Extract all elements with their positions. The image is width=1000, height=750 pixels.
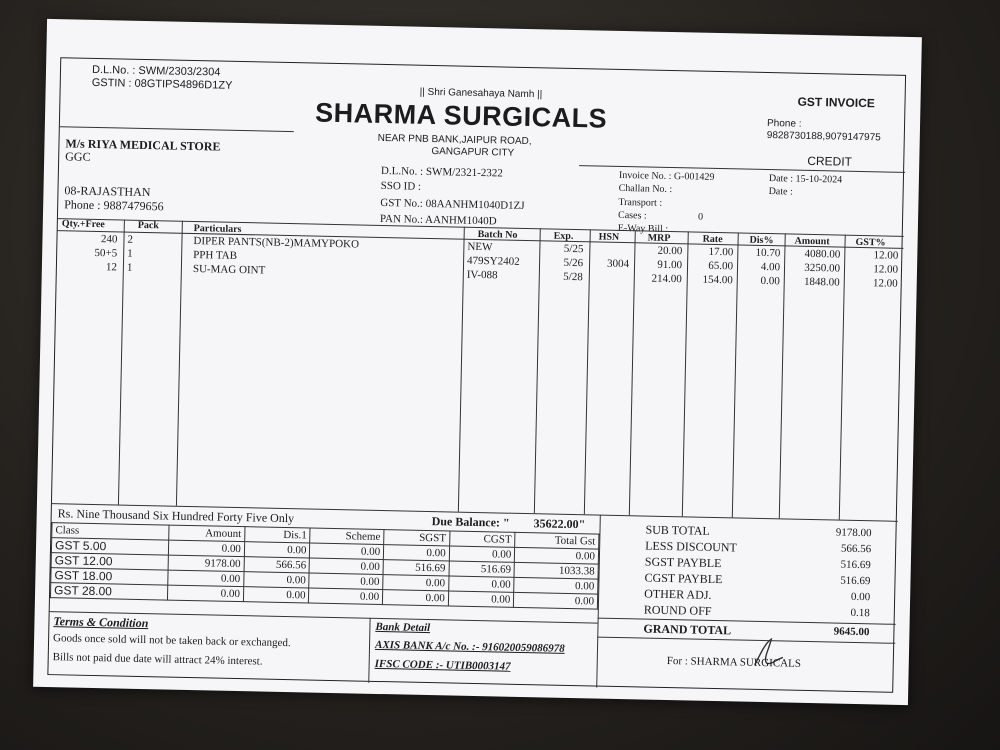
gst-scheme: 0.00	[309, 588, 383, 605]
item-amount: 3250.00	[804, 261, 841, 275]
gst-col-class: Class	[52, 523, 169, 540]
phone-label: Phone :	[766, 118, 802, 130]
blessing-text: || Shri Ganesahaya Namh ||	[419, 86, 543, 101]
terms-line-2: Bills not paid due date will attract 24% interest.	[52, 651, 263, 668]
total-label: OTHER ADJ.	[644, 586, 712, 602]
gst-col-total: Total Gst	[515, 532, 599, 549]
gst-cgst: 516.69	[449, 561, 515, 577]
item-mrp: 20.00	[657, 244, 683, 258]
buyer-state: 08-RAJASTHAN	[64, 183, 151, 200]
item-pack: 2	[127, 233, 134, 246]
seller-name: SHARMA SURGICALS	[314, 97, 608, 134]
item-qty: 50+5	[94, 246, 118, 260]
gst-total: 0.00	[514, 592, 598, 609]
gst-scheme: 0.00	[310, 543, 384, 560]
seller-address-2: GANGAPUR CITY	[431, 145, 515, 159]
cases: Cases :	[617, 209, 647, 222]
gst-col-scheme: Scheme	[310, 528, 384, 545]
item-rate: 154.00	[702, 273, 733, 287]
phone-numbers: 9828730188,9079147975	[766, 130, 881, 144]
bank-ifsc: IFSC CODE :- UTIB0003147	[374, 657, 511, 673]
gst-amount: 0.00	[168, 570, 244, 587]
terms-line-1: Goods once sold will not be taken back or exchanged.	[52, 632, 291, 650]
item-particulars: DIPER PANTS(NB-2)MAMYPOKO	[193, 235, 360, 251]
item-hsn	[590, 243, 630, 244]
bank-title: Bank Detail	[375, 620, 431, 635]
item-gst: 12.00	[872, 277, 898, 290]
item-amount: 1848.00	[803, 275, 840, 289]
gst-cgst: 0.00	[449, 546, 515, 562]
item-gst: 12.00	[873, 263, 899, 276]
terms-title: Terms & Condition	[53, 614, 149, 631]
gst-sgst: 516.69	[383, 560, 449, 576]
seller-dl-no: D.L.No. : SWM/2303/2304	[91, 63, 221, 79]
item-amount: 4080.00	[804, 247, 841, 261]
grand-total-value: 9645.00	[833, 625, 870, 639]
item-rate: 17.00	[708, 245, 734, 259]
item-batch: 479SY2402	[466, 254, 520, 268]
item-qty: 12	[105, 261, 118, 274]
total-label: ROUND OFF	[643, 602, 712, 618]
total-value: 0.18	[850, 606, 870, 620]
buyer-name: M/s RIYA MEDICAL STORE	[65, 136, 221, 154]
total-value: 516.69	[840, 574, 871, 588]
item-gst: 12.00	[873, 249, 899, 262]
header-batch: Batch No	[477, 228, 518, 241]
item-mrp: 214.00	[651, 272, 682, 286]
buyer-phone: Phone : 9887479656	[64, 197, 164, 214]
item-hsn	[589, 271, 629, 272]
gst-sgst: 0.00	[383, 575, 449, 591]
total-value: 9178.00	[835, 526, 872, 540]
challan-no: Challan No. :	[618, 182, 673, 196]
item-hsn: 3004	[606, 257, 630, 271]
grand-total-label: GRAND TOTAL	[643, 621, 732, 638]
due-balance-value: 35622.00"	[533, 516, 586, 532]
gst-total: 0.00	[514, 577, 598, 594]
header-gst: GST%	[855, 236, 886, 249]
gst-col-amount: Amount	[169, 525, 245, 542]
cases-value: 0	[697, 211, 704, 223]
gst-col-dis: Dis.1	[245, 527, 311, 543]
total-label: SUB TOTAL	[645, 522, 710, 538]
seller-gstin: GSTIN : 08GTIPS4896D1ZY	[91, 76, 233, 92]
gst-dis: 566.56	[244, 557, 310, 573]
total-label: SGST PAYBLE	[644, 554, 722, 571]
total-value: 516.69	[840, 558, 871, 572]
item-batch: IV-088	[466, 268, 498, 282]
header-pack: Pack	[137, 219, 160, 232]
invoice-date: Date : 15-10-2024	[768, 173, 843, 186]
buyer-sso-id: SSO ID :	[380, 179, 422, 193]
item-batch: NEW	[467, 240, 493, 254]
gst-amount: 9178.00	[168, 555, 244, 572]
item-particulars: PPH TAB	[193, 249, 238, 262]
item-dis: 10.70	[755, 246, 781, 260]
bank-account: AXIS BANK A/c No. :- 916020059086978	[374, 638, 565, 655]
item-pack: 1	[126, 261, 133, 274]
invoice-frame	[47, 57, 906, 693]
item-particulars: SU-MAG OINT	[192, 263, 266, 277]
buyer-pan-no: PAN No.: AANHM1040D	[379, 212, 497, 228]
item-exp: 5/26	[563, 256, 584, 270]
gst-col-sgst: SGST	[384, 530, 450, 546]
transport: Transport :	[618, 196, 663, 209]
total-label: CGST PAYBLE	[644, 570, 723, 587]
amount-in-words: Rs. Nine Thousand Six Hundred Forty Five Only	[57, 506, 295, 526]
invoice-date-2: Date :	[768, 186, 793, 198]
gst-class: GST 5.00	[51, 538, 168, 555]
item-dis: 4.00	[760, 260, 781, 274]
item-rate: 65.00	[708, 259, 734, 273]
gst-dis: 0.00	[243, 587, 309, 603]
gst-summary-table	[50, 522, 599, 609]
header-hsn: HSN	[598, 231, 620, 243]
gst-class: GST 28.00	[50, 583, 167, 600]
doc-type: GST INVOICE	[797, 94, 875, 111]
total-value: 0.00	[850, 590, 871, 604]
total-label: LESS DISCOUNT	[645, 538, 738, 555]
gst-total: 1033.38	[514, 562, 598, 579]
gst-sgst: 0.00	[383, 590, 449, 606]
item-pack: 1	[127, 247, 133, 260]
total-value: 566.56	[840, 542, 872, 556]
gst-cgst: 0.00	[448, 591, 514, 607]
gst-amount: 0.00	[168, 540, 244, 557]
gst-class: GST 12.00	[51, 553, 168, 570]
buyer-dl-no: D.L.No. : SWM/2321-2322	[380, 164, 504, 180]
item-exp: 5/25	[563, 242, 584, 256]
invoice-no: Invoice No. : G-001429	[618, 169, 715, 183]
buyer-city: GGC	[65, 149, 91, 164]
gst-col-cgst: CGST	[449, 531, 515, 547]
gst-dis: 0.00	[244, 572, 310, 588]
header-dis: Dis%	[749, 234, 774, 247]
gst-scheme: 0.00	[309, 573, 383, 590]
buyer-gst-no: GST No.: 08AANHM1040D1ZJ	[380, 196, 525, 212]
gst-class: GST 18.00	[51, 568, 168, 585]
header-particulars: Particulars	[193, 223, 242, 236]
item-mrp: 91.00	[657, 258, 683, 272]
header-qty: Qty.+Free	[61, 218, 105, 231]
gst-dis: 0.00	[244, 542, 310, 558]
header-rate: Rate	[702, 233, 723, 246]
item-qty: 240	[100, 233, 118, 246]
gst-total: 0.00	[515, 547, 599, 564]
item-dis: 0.00	[760, 274, 780, 288]
seller-address-1: NEAR PNB BANK,JAIPUR ROAD,	[377, 132, 532, 148]
header-exp: Exp.	[553, 230, 574, 242]
gst-sgst: 0.00	[383, 545, 449, 561]
header-mrp: MRP	[647, 232, 671, 245]
header-amount: Amount	[794, 235, 830, 248]
gst-amount: 0.00	[167, 585, 243, 602]
signature-label: For : SHARMA SURGICALS	[666, 655, 802, 670]
gst-cgst: 0.00	[448, 576, 514, 592]
eway-bill: E-Way Bill :	[617, 222, 669, 235]
invoice-paper	[33, 19, 922, 705]
item-exp: 5/28	[563, 270, 583, 284]
payment-mode: CREDIT	[807, 153, 853, 169]
gst-scheme: 0.00	[309, 558, 383, 575]
due-balance-label: Due Balance: "	[431, 514, 510, 530]
